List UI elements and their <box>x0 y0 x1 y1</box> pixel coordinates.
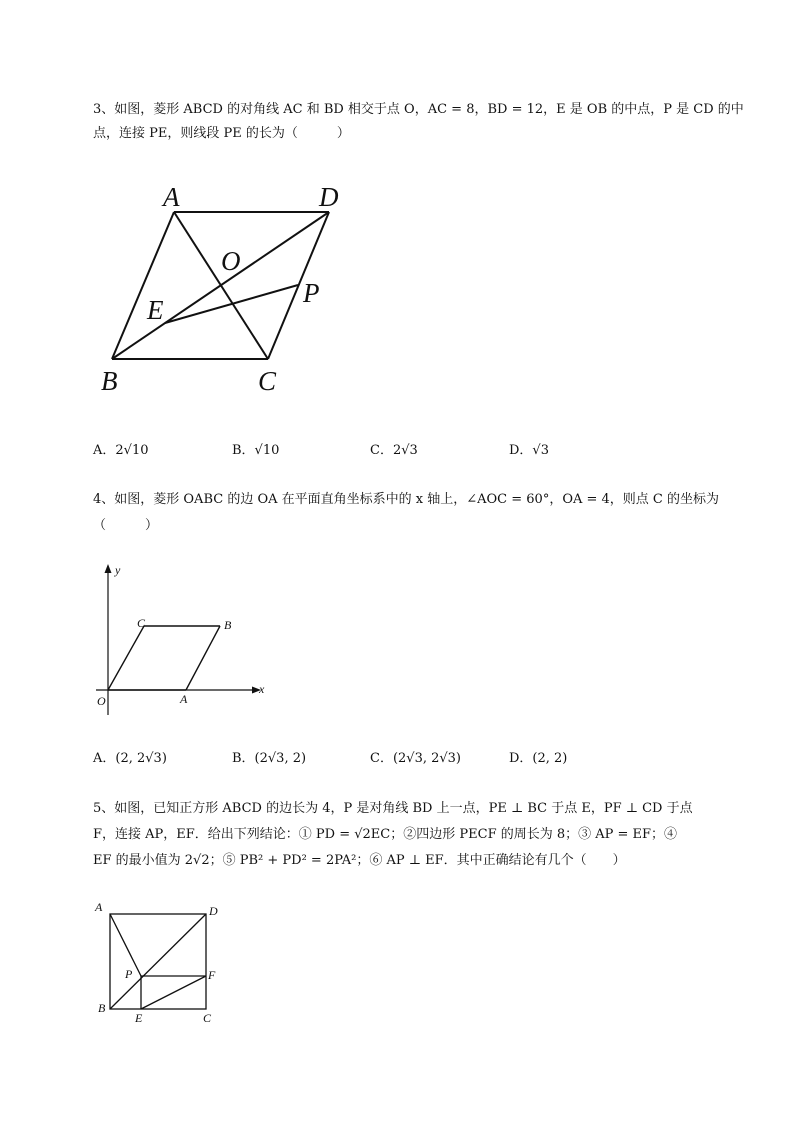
q3-rhombus-figure <box>95 176 355 396</box>
q4-option-d: D．(2, 2) <box>509 751 568 766</box>
q4-text-line1: 4、如图，菱形 OABC 的边 OA 在平面直角坐标系中的 x 轴上，∠AOC = 60°，OA = 4，则点 C 的坐标为 <box>93 492 719 507</box>
q3-option-c: C．2√3 <box>370 443 418 458</box>
q5-label-b: B <box>98 1001 106 1015</box>
q4-option-c: C．(2√3, 2√3) <box>370 751 462 766</box>
q4-label-o: O <box>97 694 106 708</box>
q3-text-line1: 3、如图，菱形 ABCD 的对角线 AC 和 BD 相交于点 O，AC = 8，BD = 12，E 是 OB 的中点，P 是 CD 的中 <box>93 102 744 117</box>
q4-option-b: B．(2√3, 2) <box>232 751 307 766</box>
q3-label-c: C <box>258 366 277 396</box>
q4-label-y: y <box>115 563 121 577</box>
q3-label-e: E <box>147 295 164 325</box>
q3-label-d: D <box>319 182 339 212</box>
q4-label-x: x <box>259 682 265 696</box>
q4-y-axis-arrow <box>105 564 112 573</box>
q3-label-o: O <box>221 246 241 276</box>
q4-label-c: C <box>137 616 146 630</box>
q5-label-p: P <box>125 967 133 981</box>
q4-coordinate-figure <box>88 560 278 720</box>
q5-label-e: E <box>135 1011 143 1025</box>
q3-option-b: B．√10 <box>232 443 280 458</box>
q3-label-p: P <box>303 278 320 308</box>
q3-segment-pe <box>165 285 298 323</box>
q5-text-line2: F，连接 AP，EF．给出下列结论：① PD = √2EC；②四边形 PECF 的周长为 8；③ AP = EF；④ <box>93 827 678 842</box>
q5-diagonal-bd <box>110 914 206 1009</box>
q5-label-d: D <box>209 904 218 918</box>
q5-segment-ef <box>141 976 206 1009</box>
q3-edge-dc <box>268 212 329 359</box>
q5-square-figure <box>90 896 230 1031</box>
q5-label-f: F <box>208 968 216 982</box>
q4-option-a: A．(2, 2√3) <box>93 751 167 766</box>
q4-edge-co <box>108 626 144 690</box>
q3-text-line2: 点，连接 PE，则线段 PE 的长为（ ） <box>93 126 350 141</box>
q3-label-b: B <box>101 366 118 396</box>
q5-text-line3: EF 的最小值为 2√2；⑤ PB² + PD² = 2PA²；⑥ AP ⊥ EF．其中正确结论有几个（ ） <box>93 853 626 868</box>
q4-edge-ab <box>186 626 220 690</box>
q5-text-line1: 5、如图，已知正方形 ABCD 的边长为 4，P 是对角线 BD 上一点，PE ⊥ BC 于点 E，PF ⊥ CD 于点 <box>93 801 693 816</box>
q3-option-a: A．2√10 <box>93 443 149 458</box>
q3-option-d: D．√3 <box>509 443 549 458</box>
q4-label-b: B <box>224 618 232 632</box>
q4-text-line2: （ ） <box>93 518 159 533</box>
q5-label-c: C <box>203 1011 212 1025</box>
q5-label-a: A <box>95 900 103 914</box>
q3-label-a: A <box>163 182 180 212</box>
q4-label-a: A <box>180 692 188 706</box>
